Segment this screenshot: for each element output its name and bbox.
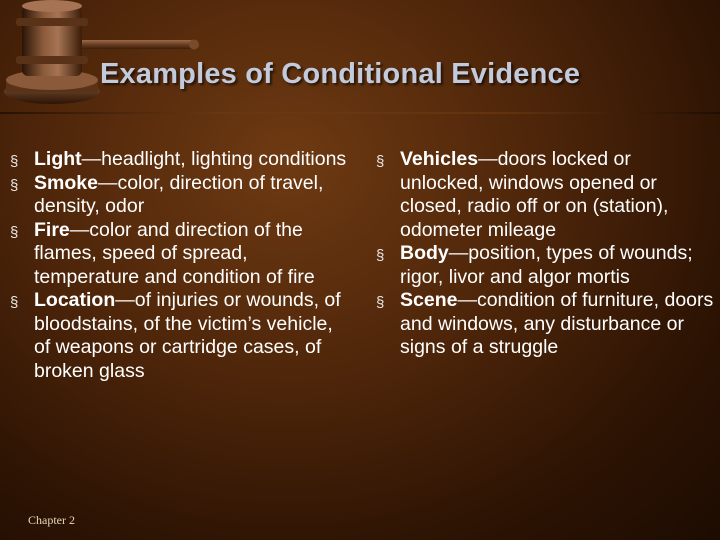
bullet-term: Fire: [34, 218, 70, 241]
title-divider: [0, 112, 720, 114]
right-bullet-list: [374, 148, 714, 360]
bullet-term: Light: [34, 148, 82, 170]
bullet-term: Scene: [400, 289, 458, 311]
bullet-text: —color, direction of travel, density, odor: [34, 171, 324, 217]
bullet-text: —color and direction of the flames, speed of spread, temperature and condition of fire: [34, 218, 315, 288]
bullet-location: [8, 289, 353, 383]
bullet-text: —condition of furniture, doors and windows, any disturbance or signs of a struggle: [400, 289, 714, 358]
bullet-marker: §: [376, 247, 385, 264]
bullet-marker: §: [376, 294, 385, 311]
bullet-light: [8, 148, 353, 172]
bullet-body: [374, 242, 714, 289]
slide-title: Examples of Conditional Evidence: [100, 58, 581, 90]
bullet-term: Body: [400, 242, 449, 264]
bullet-fire: [8, 219, 353, 290]
slide-footer: Chapter 2: [28, 513, 75, 527]
right-column: [374, 148, 714, 360]
bullet-term: Smoke: [34, 171, 98, 194]
bullet-marker: §: [10, 294, 19, 311]
bullet-marker: §: [10, 176, 19, 194]
bullet-text: —headlight, lighting conditions: [81, 148, 347, 170]
gavel-icon: [0, 0, 200, 110]
bullet-text: —doors locked or unlocked, windows opened or closed, radio off or on (station), odometer mileage: [400, 148, 669, 241]
bullet-term: Location: [34, 289, 116, 311]
bullet-term: Vehicles: [400, 148, 479, 170]
bullet-text: —of injuries or wounds, of bloodstains, of the victim’s vehicle, of weapons or cartridge cases, of broken glass: [34, 289, 341, 382]
bullet-smoke: [8, 172, 353, 219]
bullet-marker: §: [10, 223, 19, 241]
bullet-marker: §: [376, 153, 385, 170]
bullet-scene: [374, 289, 714, 360]
bullet-marker: §: [10, 153, 19, 170]
left-bullet-list: [8, 148, 353, 383]
bullet-vehicles: [374, 148, 714, 242]
bullet-text: —position, types of wounds; rigor, livor and algor mortis: [400, 242, 693, 288]
left-column: [8, 148, 353, 383]
